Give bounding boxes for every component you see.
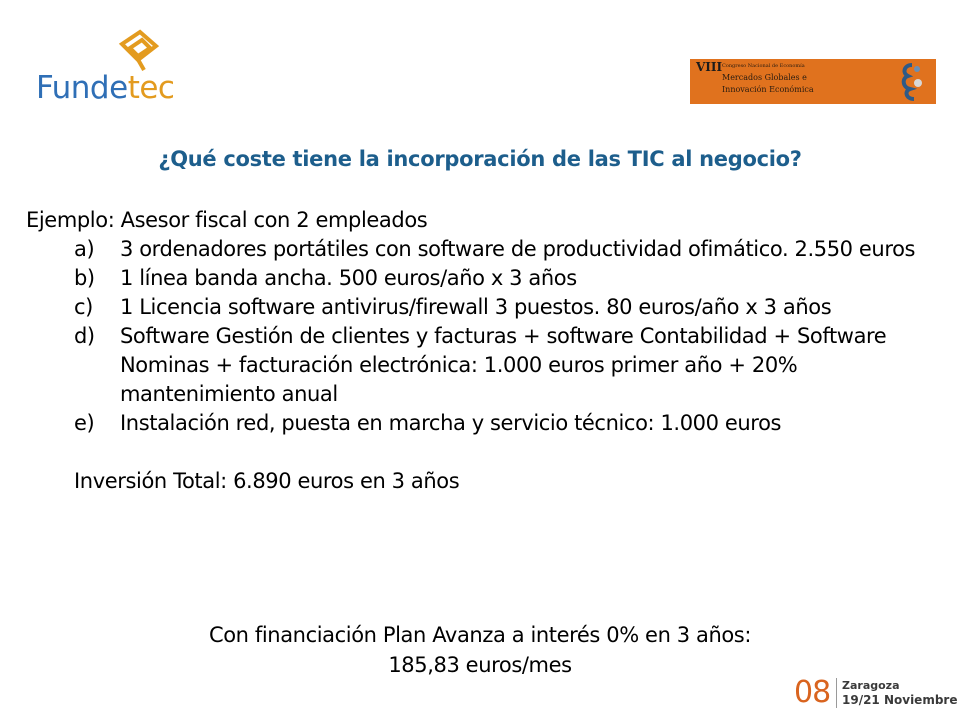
example-intro: Ejemplo: Asesor fiscal con 2 empleados: [26, 208, 428, 232]
list-item: [26, 235, 926, 264]
footer-divider: [836, 678, 837, 708]
slide-title: ¿Qué coste tiene la incorporación de las TIC al negocio?: [158, 147, 802, 171]
cost-list: [26, 235, 926, 438]
congress-emblem-icon: [890, 61, 932, 103]
wordmark-part2: tec: [127, 70, 175, 106]
financing-note: [0, 620, 960, 680]
banner-numeral: VIII: [696, 60, 723, 74]
footer-number: 08: [794, 675, 831, 710]
list-item-text: Software Gestión de clientes y facturas + software Contabilidad + Software Nominas + facturación electrónica: 1.000 euros primer año + 20% mantenimiento anual: [120, 324, 887, 406]
fundetec-wordmark: [36, 70, 174, 106]
list-marker: b): [74, 266, 95, 290]
list-marker: e): [74, 411, 95, 435]
list-item: [26, 409, 926, 438]
list-marker: d): [74, 324, 95, 348]
banner-line2: Mercados Globales e: [722, 73, 807, 82]
list-item-text: Instalación red, puesta en marcha y servicio técnico: 1.000 euros: [120, 411, 782, 435]
fundetec-logo: [34, 26, 175, 106]
list-marker: a): [74, 237, 95, 261]
list-item-text: 1 Licencia software antivirus/firewall 3 puestos. 80 euros/año x 3 años: [120, 295, 832, 319]
financing-line2: 185,83 euros/mes: [388, 653, 572, 677]
list-item: [26, 322, 926, 409]
banner-line1: Congreso Nacional de Economía: [722, 63, 805, 69]
fundetec-square-icon: [116, 26, 160, 72]
banner-line3: Innovación Económica: [722, 85, 814, 94]
list-marker: c): [74, 295, 93, 319]
total-investment: Inversión Total: 6.890 euros en 3 años: [74, 469, 460, 493]
list-item: [26, 293, 926, 322]
list-item: [26, 264, 926, 293]
list-item-text: 3 ordenadores portátiles con software de productividad ofimático. 2.550 euros: [120, 237, 916, 261]
financing-line1: Con financiación Plan Avanza a interés 0% en 3 años:: [208, 623, 752, 647]
footer-dates: 19/21 Noviembre: [842, 693, 958, 707]
list-item-text: 1 línea banda ancha. 500 euros/año x 3 años: [120, 266, 577, 290]
wordmark-part1: Funde: [36, 70, 128, 106]
footer-city: Zaragoza: [842, 679, 900, 692]
slide-body: [26, 206, 926, 496]
event-footer-logo: [794, 675, 958, 712]
congress-banner: [690, 59, 936, 104]
